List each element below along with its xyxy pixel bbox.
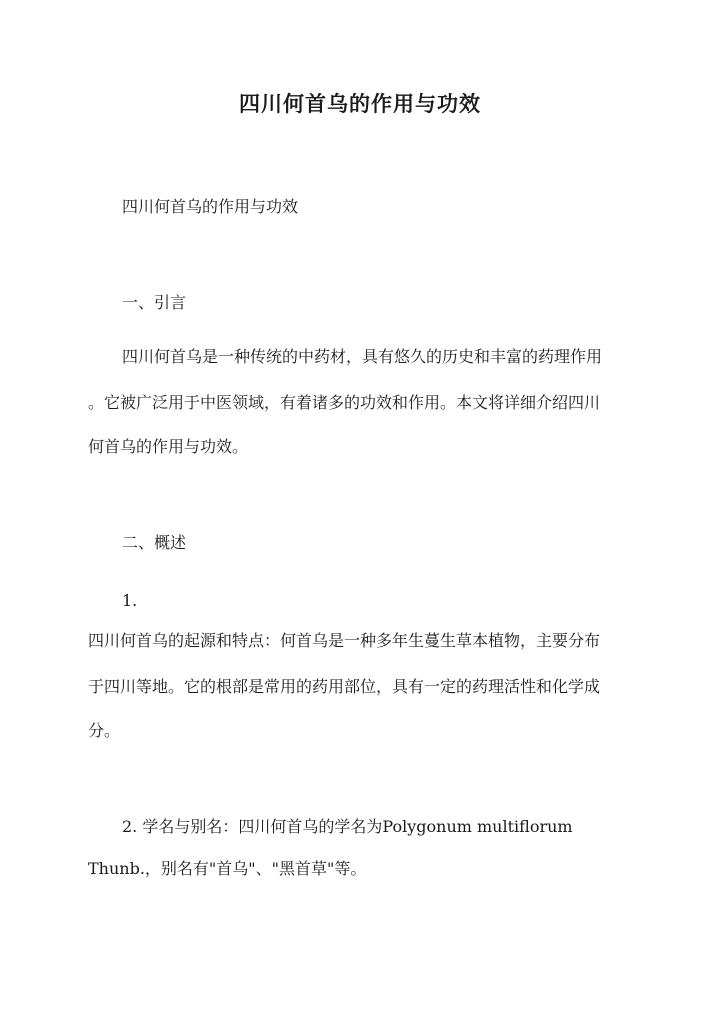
document-title: 四川何首乌的作用与功效 <box>239 91 481 116</box>
section-heading-overview: 二、概述 <box>122 533 187 552</box>
intro-paragraph-line-1: 四川何首乌是一种传统的中药材，具有悠久的历史和丰富的药理作用 <box>122 347 603 366</box>
intro-paragraph-line-3: 何首乌的作用与功效。 <box>88 437 249 456</box>
item-2-line-1: 2. 学名与别名：四川何首乌的学名为Polygonum multiflorum <box>122 817 573 836</box>
document-subtitle: 四川何首乌的作用与功效 <box>122 197 299 216</box>
intro-paragraph-line-2: 。它被广泛用于中医领域，有着诸多的功效和作用。本文将详细介绍四川 <box>88 393 601 412</box>
item-1-line-1: 四川何首乌的起源和特点：何首乌是一种多年生蔓生草本植物，主要分布 <box>88 631 601 650</box>
section-heading-intro: 一、引言 <box>122 293 187 312</box>
item-1-line-2: 于四川等地。它的根部是常用的药用部位，具有一定的药理活性和化学成 <box>88 677 601 696</box>
item-1-line-3: 分。 <box>88 721 121 740</box>
item-2-line-2: Thunb.，别名有"首乌"、"黑首草"等。 <box>88 859 367 878</box>
item-1-number: 1. <box>122 591 138 610</box>
